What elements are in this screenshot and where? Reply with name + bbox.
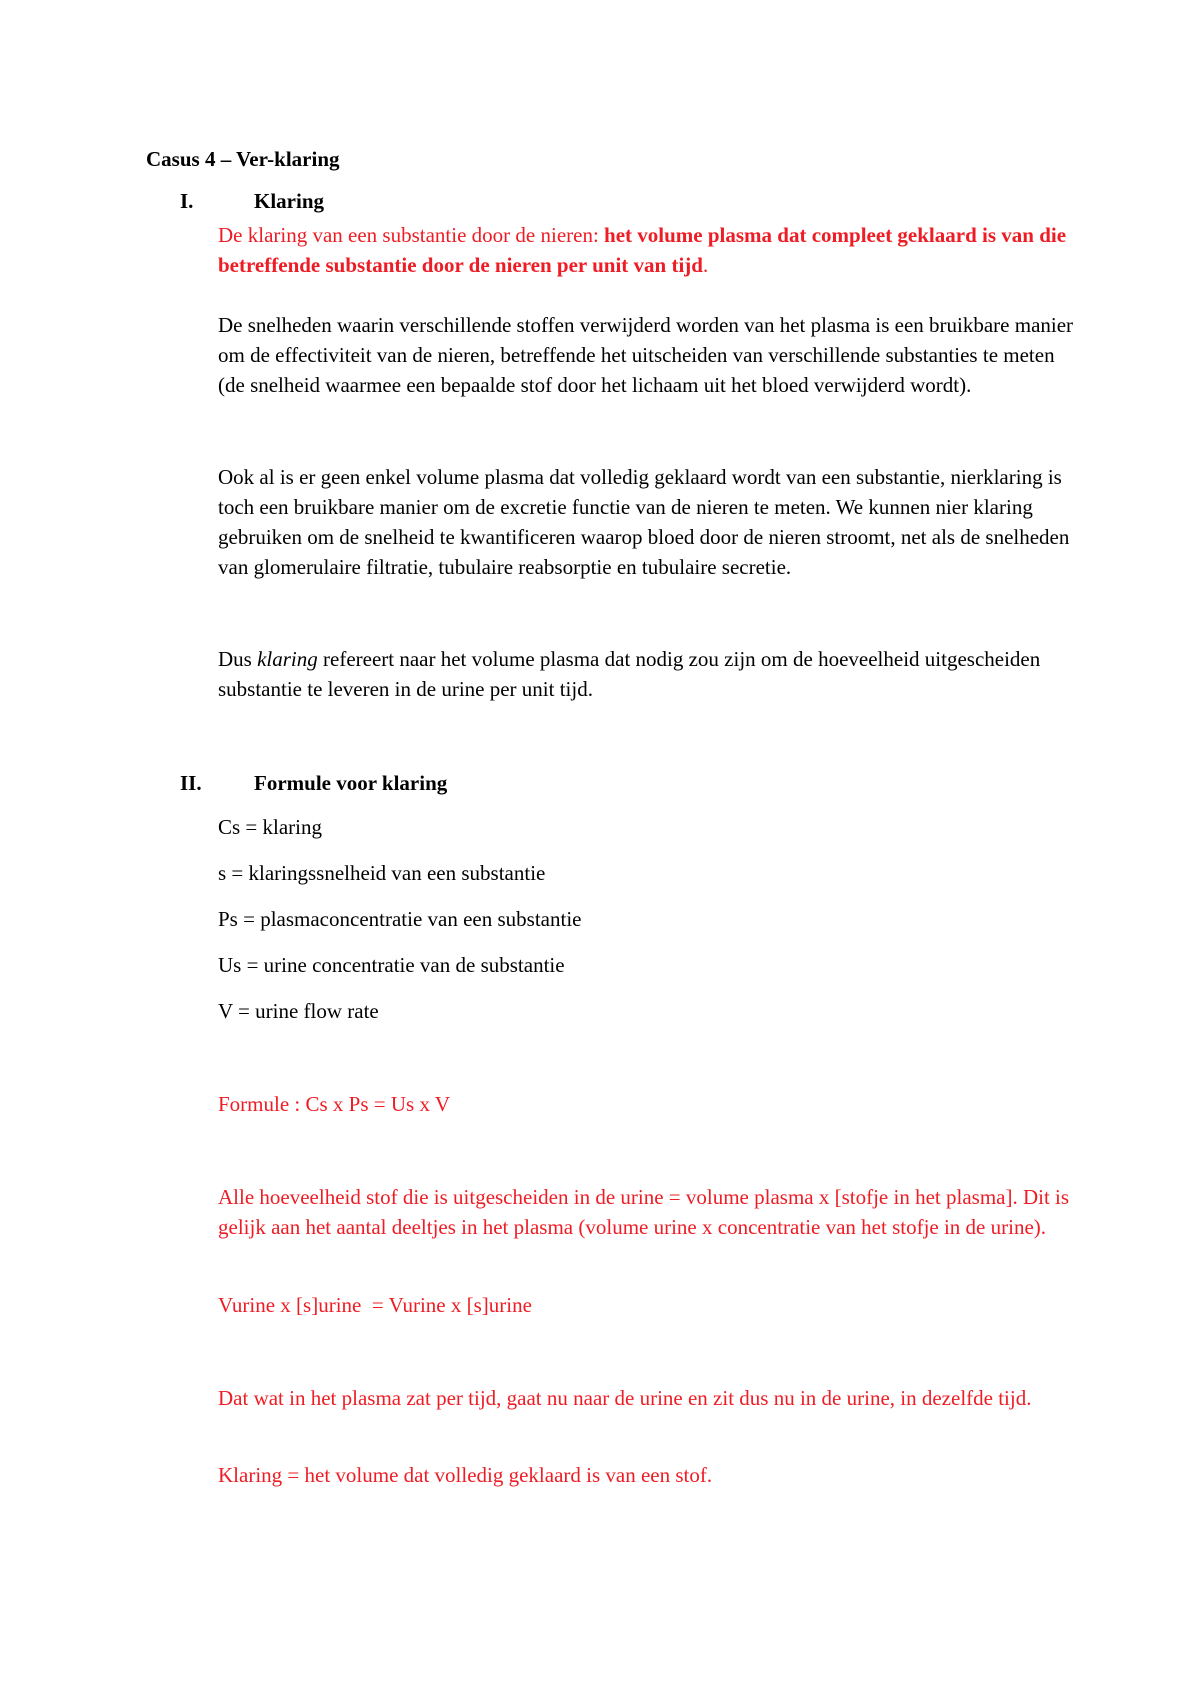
definition-emphasis: het volume plasma dat compleet geklaard is van die betreffende substantie door de nieren per unit van tijd [218,223,1067,277]
conclusion-line: Klaring = het volume dat volledig geklaard is van een stof. [218,1463,713,1487]
section-title: Formule voor klaring [254,771,448,795]
definition-line: Ps = plasmaconcentratie van een substantie [218,907,582,931]
definition-intro: De klaring van een substantie door de nieren: [218,223,605,247]
section-heading-klaring [180,186,324,216]
formula-line: Formule : Cs x Ps = Us x V [218,1092,450,1116]
paragraph-italic-term: klaring [257,647,318,671]
section-heading-formule [180,768,447,798]
body-paragraph-2 [218,462,1078,582]
equation-line: Vurine x [s]urine = Vurine x [s]urine [218,1293,532,1317]
paragraph-rest: refereert naar het volume plasma dat nodig zou zijn om de hoeveelheid uitgescheiden substantie te leveren in de urine per unit tijd. [218,647,1041,701]
definition-end: . [702,253,709,277]
explanation-paragraph-1 [218,1182,1078,1242]
explanation-paragraph-2 [218,1383,1078,1413]
paragraph-text: Dat wat in het plasma zat per tijd, gaat nu naar de urine en zit dus nu in de urine, in dezelfde tijd. [218,1386,1032,1410]
section-title: Klaring [254,189,325,213]
definition-line: Us = urine concentratie van de substantie [218,953,565,977]
definition-line: V = urine flow rate [218,999,379,1023]
body-paragraph-1 [218,310,1078,400]
definition-line: Cs = klaring [218,815,323,839]
definition-paragraph [218,220,1078,280]
paragraph-intro: Dus [218,647,258,671]
paragraph-text: Alle hoeveelheid stof die is uitgescheiden in de urine = volume plasma x [stofje in het plasma]. Dit is gelijk aan het aantal deeltjes in het plasma (volume urine x concentratie van het stofje in de urine). [218,1185,1070,1239]
body-paragraph-3 [218,644,1078,704]
paragraph-text: De snelheden waarin verschillende stoffen verwijderd worden van het plasma is een bruikbare manier om de effectiviteit van de nieren, betreffende het uitscheiden van verschillende substanties te meten (de snelheid waarmee een bepaalde stof door het lichaam uit het bloed verwijderd wordt). [218,313,1074,397]
definition-line: s = klaringssnelheid van een substantie [218,861,546,885]
document-title: Casus 4 – Ver-klaring [146,147,340,171]
paragraph-text: Ook al is er geen enkel volume plasma dat volledig geklaard wordt van een substantie, nierklaring is toch een bruikbare manier om de excretie functie van de nieren te meten. We kunnen nier klaring gebruiken om de snelheid te kwantificeren waarop bloed door de nieren stroomt, net als de snelheden van glomerulaire filtratie, tubulaire reabsorptie en tubulaire secretie. [218,465,1070,579]
section-numeral: I. [180,189,194,213]
section-numeral: II. [180,771,202,795]
